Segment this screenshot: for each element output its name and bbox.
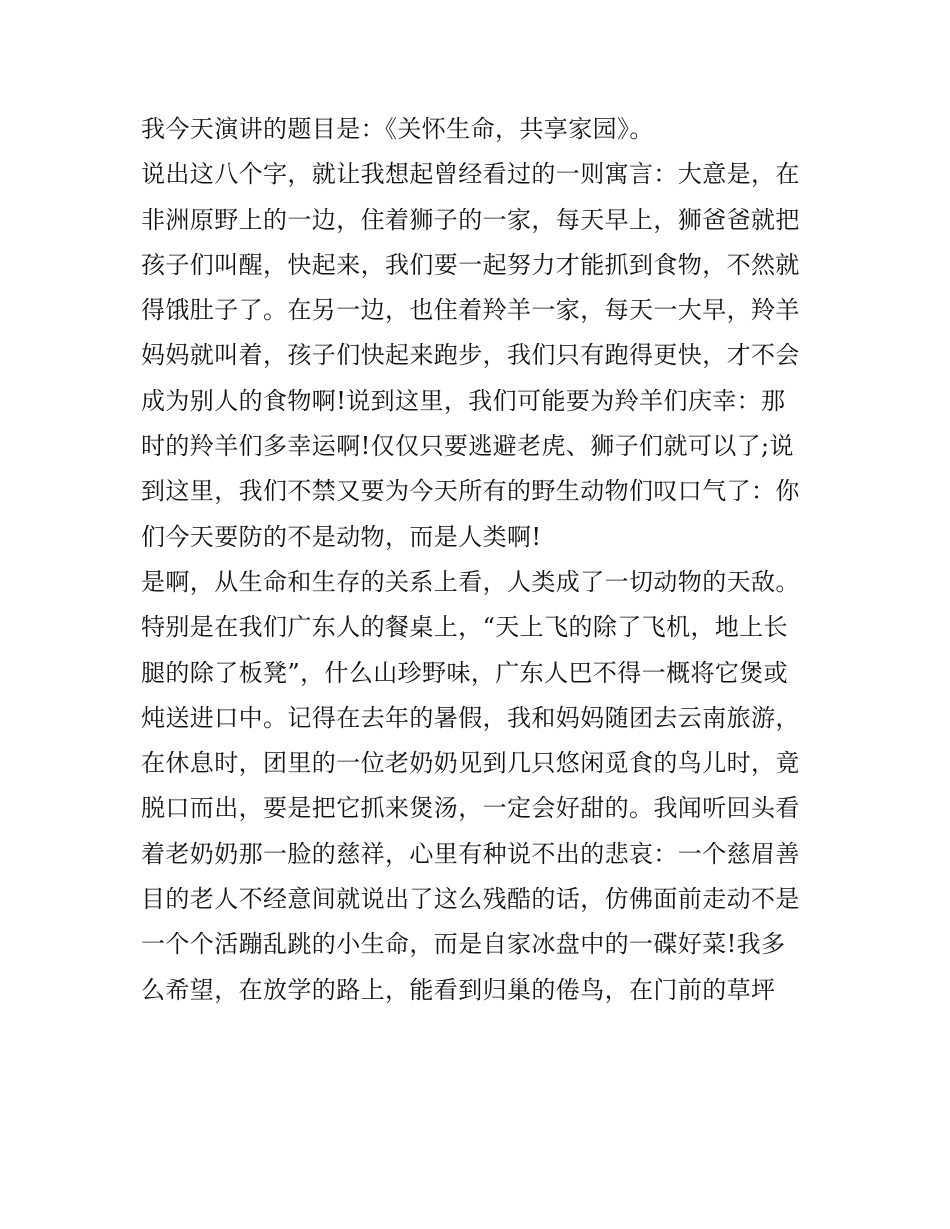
text-line: 非洲原野上的一边，住着狮子的一家，每天早上，狮爸爸就把: [141, 205, 800, 234]
speech-text: [141, 107, 821, 1013]
text-line: 们今天要防的不是动物，而是人类啊!: [141, 522, 542, 551]
text-line: 炖送进口中。记得在去年的暑假，我和妈妈随团去云南旅游，: [141, 703, 800, 732]
text-line: 着老奶奶那一脸的慈祥，心里有种说不出的悲哀：一个慈眉善: [141, 839, 800, 868]
text-line: 时的羚羊们多幸运啊!仅仅只要逃避老虎、狮子们就可以了;说: [141, 432, 794, 461]
text-line: 孩子们叫醒，快起来，我们要一起努力才能抓到食物，不然就: [141, 250, 800, 279]
text-line: 妈妈就叫着，孩子们快起来跑步，我们只有跑得更快，才不会: [141, 341, 800, 370]
text-line: 是啊，从生命和生存的关系上看，人类成了一切动物的天敌。: [141, 567, 800, 596]
text-line: 到这里，我们不禁又要为今天所有的野生动物们叹口气了：你: [141, 477, 800, 506]
text-line: 一个个活蹦乱跳的小生命，而是自家冰盘中的一碟好菜!我多: [141, 930, 786, 959]
text-line: 在休息时，团里的一位老奶奶见到几只悠闲觅食的鸟儿时，竟: [141, 749, 800, 778]
text-line: 脱口而出，要是把它抓来煲汤，一定会好甜的。我闻听回头看: [141, 794, 800, 823]
text-line: 说出这八个字，就让我想起曾经看过的一则寓言：大意是，在: [141, 160, 800, 189]
text-line: 成为别人的食物啊!说到这里，我们可能要为羚羊们庆幸：那: [141, 386, 786, 415]
text-line: 么希望，在放学的路上，能看到归巢的倦鸟，在门前的草坪: [141, 975, 776, 1004]
text-line: 目的老人不经意间就说出了这么残酷的话，仿佛面前走动不是: [141, 885, 800, 914]
text-line: 我今天演讲的题目是：《关怀生命，共享家园》。: [141, 115, 654, 143]
text-line: 腿的除了板凳”，什么山珍野味，广东人巴不得一概将它煲或: [141, 658, 789, 687]
text-line: 特别是在我们广东人的餐桌上，“天上飞的除了飞机，地上长: [141, 613, 789, 642]
text-line: 得饿肚子了。在另一边，也住着羚羊一家，每天一大早，羚羊: [141, 296, 800, 325]
